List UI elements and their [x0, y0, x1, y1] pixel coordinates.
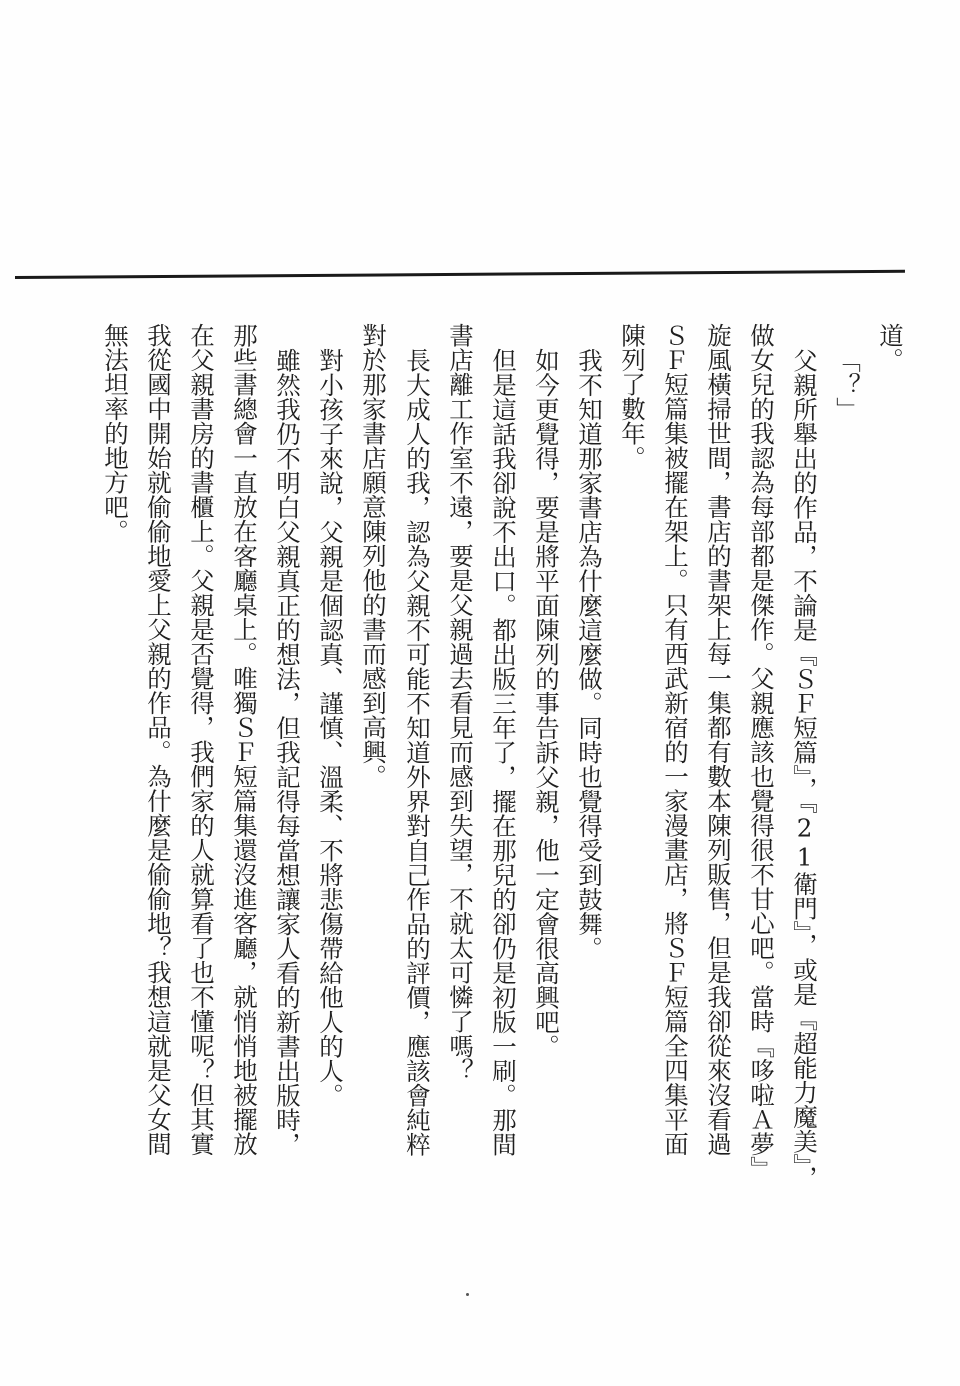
text-column-2: 「？」 [833, 347, 862, 421]
text-column-6: ＳＦ短篇集被擺在架上。只有西武新宿的一家漫畫店，將ＳＦ短篇全四集平面 [661, 323, 690, 1156]
text-column-9: 如今更覺得，要是將平面陳列的事告訴父親，他一定會很高興吧。 [532, 347, 561, 1058]
text-column-7: 陳列了數年。 [618, 323, 647, 470]
text-column-13: 對於那家書店願意陳列他的書而感到高興。 [359, 323, 388, 789]
text-column-5: 旋風橫掃世間，書店的書架上每一集都有數本陳列販售，但是我卻從來沒看過 [704, 323, 733, 1156]
vertical-text-block [0, 323, 960, 1203]
scan-artifact-dot [466, 1293, 469, 1296]
text-column-10: 但是這話我卻說不出口。都出版三年了，擺在那兒的卻仍是初版一刷。那間 [489, 347, 518, 1156]
text-column-3: 父親所舉出的作品，不論是『ＳＦ短篇』，『21衛門』，或是『超能力魔美』， [790, 347, 819, 1190]
text-column-16: 那些書總會一直放在客廳桌上。唯獨ＳＦ短篇集還沒進客廳，就悄悄地被擺放 [230, 323, 259, 1156]
text-column-19: 無法坦率的地方吧。 [101, 323, 130, 544]
text-column-12: 長大成人的我，認為父親不可能不知道外界對自己作品的評價，應該會純粹 [403, 347, 432, 1156]
text-column-1: 道。 [876, 323, 905, 372]
text-column-18: 我從國中開始就偷偷地愛上父親的作品。為什麼是偷偷地？我想這就是父女間 [144, 323, 173, 1156]
text-column-14: 對小孩子來說，父親是個認真、謹慎、溫柔、不將悲傷帶給他人的人。 [316, 347, 345, 1107]
horizontal-rule [15, 270, 905, 279]
text-column-11: 書店離工作室不遠，要是父親過去看見而感到失望，不就太可憐了嗎？ [446, 323, 475, 1083]
text-column-8: 我不知道那家書店為什麼這麼做。同時也覺得受到鼓舞。 [575, 347, 604, 960]
text-column-15: 雖然我仍不明白父親真正的想法，但我記得每當想讓家人看的新書出版時， [273, 347, 302, 1156]
text-column-4: 做女兒的我認為每部都是傑作。父親應該也覺得很不甘心吧。當時『哆啦Ａ夢』 [747, 323, 776, 1181]
text-column-17: 在父親書房的書櫃上。父親是否覺得，我們家的人就算看了也不懂呢？但其實 [187, 323, 216, 1156]
